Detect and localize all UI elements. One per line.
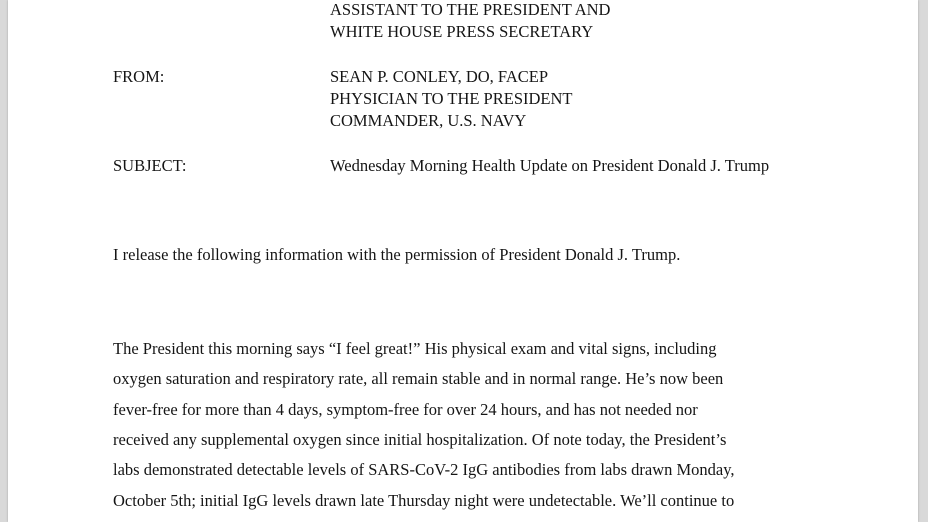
subject-text: Wednesday Morning Health Update on President Donald J. Trump [330,156,770,175]
body-line-6: October 5th; initial IgG levels drawn late Thursday night were undetectable. We’ll continue to [113,491,735,510]
body-line-1: The President this morning says “I feel great!” His physical exam and vital signs, including [113,339,717,358]
to-title-line-1: ASSISTANT TO THE PRESIDENT AND [330,0,611,19]
from-rank: COMMANDER, U.S. NAVY [330,111,527,130]
intro-paragraph: I release the following information with the permission of President Donald J. Trump. [113,245,681,264]
to-title-line-2: WHITE HOUSE PRESS SECRETARY [330,22,594,41]
from-label: FROM: [113,67,165,86]
from-title: PHYSICIAN TO THE PRESIDENT [330,89,573,108]
body-line-5: labs demonstrated detectable levels of SARS-CoV-2 IgG antibodies from labs drawn Monday, [113,460,735,479]
memo-page [8,0,918,522]
body-line-4: received any supplemental oxygen since initial hospitalization. Of note today, the President’s [113,430,727,449]
from-name: SEAN P. CONLEY, DO, FACEP [330,67,549,86]
body-line-2: oxygen saturation and respiratory rate, all remain stable and in normal range. He’s now been [113,369,724,388]
subject-label: SUBJECT: [113,156,187,175]
body-line-3: fever-free for more than 4 days, symptom-free for over 24 hours, and has not needed nor [113,400,698,419]
